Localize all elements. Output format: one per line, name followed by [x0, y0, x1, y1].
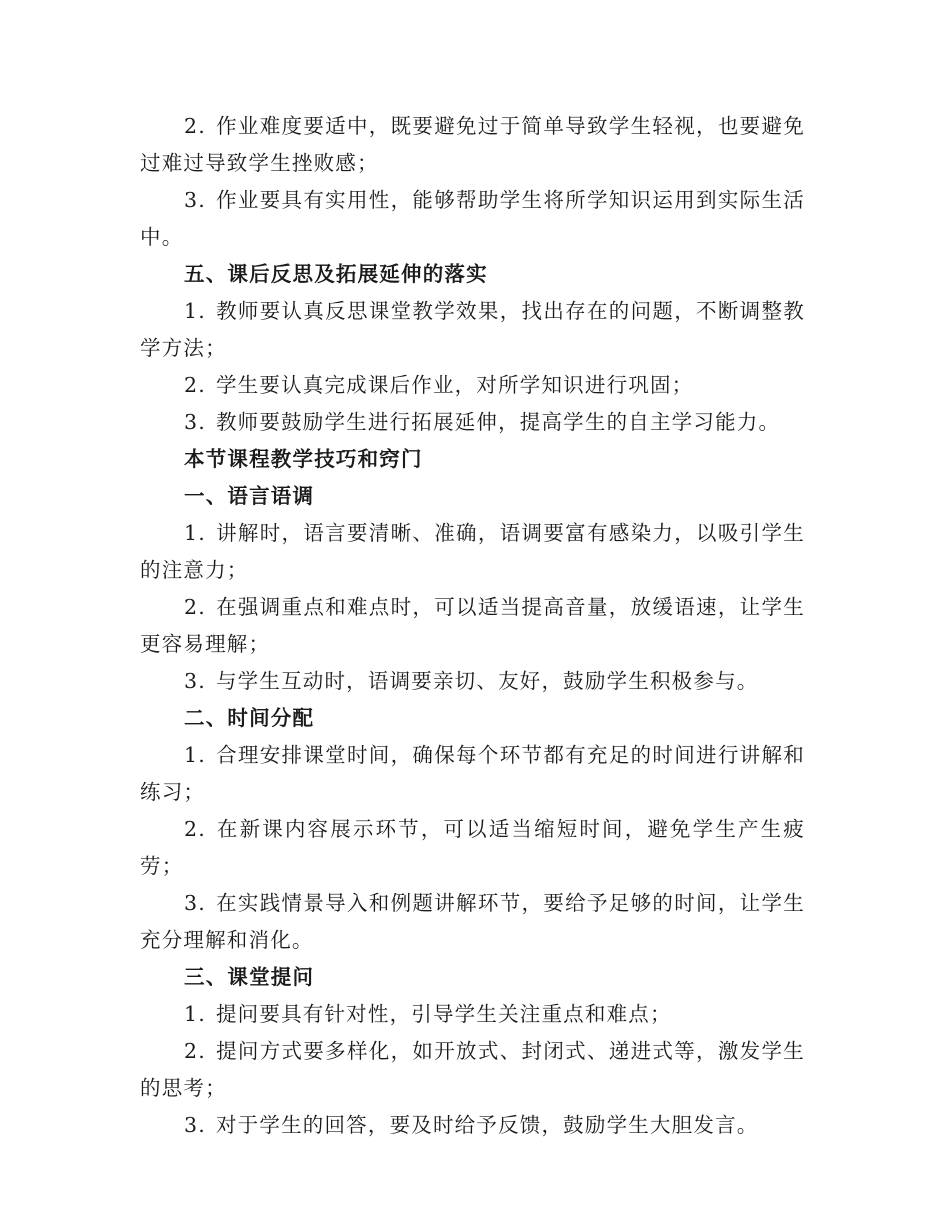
list-item [140, 811, 805, 885]
item-number: 1. [184, 521, 206, 545]
item-text: 提问要具有针对性，引导学生关注重点和难点； [215, 1002, 672, 1026]
item-number: 2. [184, 817, 206, 841]
section-heading: 二、时间分配 [184, 706, 315, 730]
item-text: 作业难度要适中，既要避免过于简单导致学生轻视，也要避免过难过导致学生挫败感； [140, 114, 805, 175]
item-text: 与学生互动时，语调要亲切、友好，鼓励学生积极参与。 [215, 669, 759, 693]
list-item [140, 1033, 805, 1107]
item-text: 合理安排课堂时间，确保每个环节都有充足的时间进行讲解和练习； [140, 743, 805, 804]
item-number: 3. [184, 891, 206, 915]
item-text: 对于学生的回答，要及时给予反馈，鼓励学生大胆发言。 [215, 1113, 759, 1137]
item-text: 讲解时，语言要清晰、准确，语调要富有感染力，以吸引学生的注意力； [140, 521, 805, 582]
item-number: 1. [184, 1002, 206, 1026]
section-heading: 本节课程教学技巧和窍门 [184, 447, 423, 471]
item-number: 2. [184, 1039, 206, 1063]
list-item [140, 663, 805, 700]
item-text: 教师要鼓励学生进行拓展延伸，提高学生的自主学习能力。 [215, 410, 781, 434]
item-number: 1. [184, 743, 206, 767]
list-item [140, 515, 805, 589]
list-item [140, 996, 805, 1033]
item-number: 3. [184, 410, 206, 434]
list-item [140, 182, 805, 256]
list-item [140, 589, 805, 663]
list-item [140, 108, 805, 182]
item-number: 2. [184, 373, 206, 397]
item-number: 3. [184, 188, 206, 212]
list-item [140, 737, 805, 811]
item-number: 1. [184, 299, 206, 323]
section-heading: 三、课堂提问 [184, 965, 315, 989]
list-item [140, 885, 805, 959]
item-number: 2. [184, 595, 206, 619]
item-number: 2. [184, 114, 206, 138]
item-text: 在强调重点和难点时，可以适当提高音量，放缓语速，让学生更容易理解； [140, 595, 805, 656]
list-item [140, 1107, 805, 1144]
item-text: 作业要具有实用性，能够帮助学生将所学知识运用到实际生活中。 [140, 188, 805, 249]
section-heading: 五、课后反思及拓展延伸的落实 [184, 262, 488, 286]
item-text: 在实践情景导入和例题讲解环节，要给予足够的时间，让学生充分理解和消化。 [140, 891, 805, 952]
item-number: 3. [184, 1113, 206, 1137]
list-item [140, 404, 805, 441]
item-number: 3. [184, 669, 206, 693]
document-body [140, 108, 805, 1144]
item-text: 在新课内容展示环节，可以适当缩短时间，避免学生产生疲劳； [140, 817, 805, 878]
list-item [140, 367, 805, 404]
item-text: 教师要认真反思课堂教学效果，找出存在的问题，不断调整教学方法； [140, 299, 805, 360]
list-item [140, 293, 805, 367]
item-text: 提问方式要多样化，如开放式、封闭式、递进式等，激发学生的思考； [140, 1039, 805, 1100]
item-text: 学生要认真完成课后作业，对所学知识进行巩固； [215, 373, 694, 397]
section-heading: 一、语言语调 [184, 484, 315, 508]
